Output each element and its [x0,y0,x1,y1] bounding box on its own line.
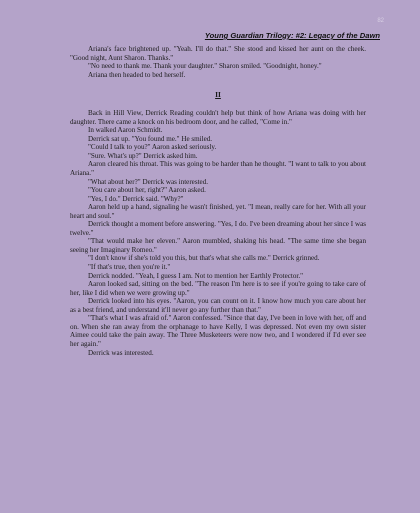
paragraph: Derrick nodded. "Yeah, I guess I am. Not to mention her Earthly Protector." [88,271,304,280]
paragraph: "I don't know if she's told you this, but that's what she calls me." Derrick grinned. [88,254,320,263]
body-text [70,45,366,357]
paragraph: "Yes, I do." Derrick said. "Why?" [88,194,184,203]
paragraph: Derrick sat up. "You found me." He smiled. [88,134,213,143]
paragraph: Aaron held up a hand, signaling he wasn't finished, yet. "I mean, really care for her. With all your heart and soul." [70,203,366,220]
paragraph: "You care about her, right?" Aaron asked. [88,186,206,195]
running-header: Young Guardian Trilogy: #2: Legacy of the Dawn [204,31,380,40]
paragraph: Derrick thought a moment before answering. "Yes, I do. I've been dreaming about her since I was twelve." [70,220,366,237]
paragraph: Ariana's face brightened up. "Yeah. I'll do that." She stood and kissed her aunt on the cheek. "Good night, Aunt Sharon. Thanks." [70,45,366,62]
paragraph: Aaron looked sad, sitting on the bed. "The reason I'm here is to see if you're going to take care of her, like I did when we were growing up." [70,280,366,297]
paragraph: "Could I talk to you?" Aaron asked seriously. [88,143,217,152]
paragraph: Ariana then headed to bed herself. [88,70,186,79]
paragraph: Derrick was interested. [88,348,154,357]
paragraph: "No need to thank me. Thank your daughter." Sharon smiled. "Goodnight, honey." [88,62,322,71]
page-number: 82 [377,18,384,24]
paragraph: "Sure. What's up?" Derrick asked him. [88,151,198,160]
paragraph: In walked Aaron Schmidt. [88,126,163,135]
paragraph: "If that's true, then you're it." [88,263,171,272]
paragraph: Derrick looked into his eyes. "Aaron, you can count on it. I know how much you care about her as a best friend, and understand it'll never go any further than that." [70,297,366,314]
section-marker: II [215,90,221,100]
paragraph: "That's what I was afraid of." Aaron confessed. "Since that day, I've been in love with her, off and on. When she ran away from the orphanage to have Kelly, I was depressed. Not even my own sister Aimee could take the pain away. The Three Musketeers were now two, and I wondered if I'd ever see her again." [70,314,366,348]
paragraph: Back in Hill View, Derrick Reading couldn't help but think of how Ariana was doing with her daughter. There came a knock on his bedroom door, and he called, "Come in." [70,109,366,126]
paragraph: "That would make her eleven." Aaron mumbled, shaking his head. "The same time she began seeing her Imaginary Romeo." [70,237,366,254]
paragraph: "What about her?" Derrick was interested. [88,177,209,186]
paragraphs-before-section [70,45,366,79]
paragraph: Aaron cleared his throat. This was going to be harder than he thought. "I want to talk to you about Ariana." [70,160,366,178]
paragraphs-after-section [70,109,366,357]
